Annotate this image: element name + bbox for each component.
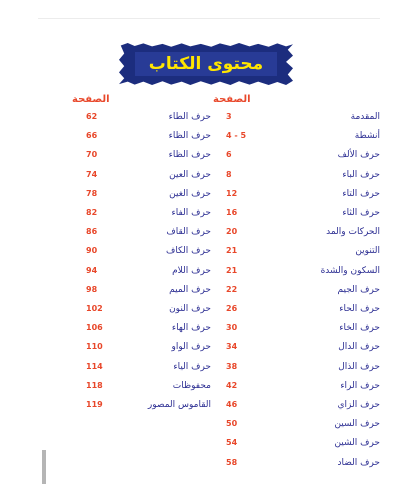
- toc-entry: [86, 127, 211, 145]
- toc-entry: [86, 242, 211, 260]
- toc-page-number: 110: [86, 342, 103, 352]
- toc-entry: [226, 454, 380, 472]
- toc-page-number: 21: [226, 246, 238, 256]
- toc-entry: [86, 166, 211, 184]
- toc-entry: [226, 396, 380, 414]
- toc-page-number: 26: [226, 304, 238, 313]
- page-column-header-right: الصفحة: [213, 94, 251, 105]
- toc-page-number: 94: [86, 265, 98, 275]
- toc-entry-title: محفوظات: [172, 380, 211, 391]
- toc-entry-title: حرف التاء: [342, 188, 380, 199]
- toc-page-number: 12: [226, 188, 238, 198]
- toc-entry: [226, 300, 380, 318]
- toc-entry-title: حرف الباء: [342, 169, 380, 180]
- toc-page-number: 22: [226, 284, 238, 294]
- toc-entry: [86, 146, 211, 164]
- toc-entry-title: حرف الميم: [169, 284, 211, 295]
- toc-entry: [226, 338, 380, 356]
- toc-entry: [86, 319, 211, 337]
- toc-entry-title: حرف الجيم: [337, 284, 380, 295]
- toc-entry: [226, 108, 380, 126]
- toc-entry: [86, 338, 211, 356]
- toc-entry: [86, 396, 211, 414]
- toc-page-number: 74: [86, 169, 98, 179]
- toc-entry-title: حرف الفاء: [171, 208, 211, 218]
- toc-entry-title: حرف الحاء: [339, 304, 380, 314]
- toc-entry-title: حرف الياء: [173, 361, 211, 372]
- toc-entry: [226, 281, 380, 299]
- toc-entry-title: حرف الكاف: [165, 246, 211, 257]
- toc-page-number: 118: [86, 380, 103, 390]
- toc-entry-title: التنوين: [355, 246, 380, 257]
- toc-entry: [86, 185, 211, 203]
- toc-entry-title: حرف الخاء: [339, 323, 380, 334]
- toc-entry: [86, 262, 211, 280]
- toc-page-number: 16: [226, 208, 238, 217]
- toc-page-number: 90: [86, 246, 98, 256]
- toc-entry-title: حرف الظاء: [168, 150, 211, 161]
- toc-entry: [226, 185, 380, 203]
- toc-entry-title: السكون والشدة: [320, 265, 380, 276]
- toc-entry-title: حرف الطاء: [168, 112, 211, 122]
- toc-page-number: 98: [86, 284, 98, 294]
- toc-entry: [86, 108, 211, 126]
- toc-entry: [86, 300, 211, 318]
- toc-entry: [226, 262, 380, 280]
- toc-entry-title: حرف الراء: [340, 380, 380, 391]
- toc-entry-title: حرف الغين: [169, 188, 211, 199]
- toc-entry-title: حرف العين: [169, 169, 211, 180]
- toc-entry: [86, 358, 211, 376]
- toc-page-number: 106: [86, 323, 103, 333]
- toc-entry-title: حرف الشين: [334, 438, 380, 449]
- toc-page-number: 30: [226, 323, 238, 333]
- toc-page-number: 6: [226, 150, 232, 160]
- toc-page-number: 21: [226, 265, 238, 275]
- toc-entry-title: أنشطة: [354, 131, 380, 142]
- page-edge-marker: [42, 450, 46, 484]
- toc-page-number: 66: [86, 131, 98, 141]
- toc-entry: [86, 377, 211, 395]
- top-divider: [38, 18, 380, 19]
- toc-entry-title: حرف الألف: [337, 150, 380, 161]
- toc-page-number: 42: [226, 380, 238, 390]
- toc-entry: [226, 434, 380, 452]
- page-title: محتوى الكتاب: [148, 54, 264, 74]
- toc-entry-title: حرف الظاء: [168, 131, 211, 142]
- toc-page-number: 20: [226, 227, 238, 237]
- toc-page-number: 70: [86, 150, 98, 160]
- toc-page-number: 114: [86, 361, 103, 371]
- toc-entry-title: حرف الدال: [338, 342, 380, 353]
- toc-entry-title: حرف الضاد: [337, 457, 380, 468]
- toc-page-number: 102: [86, 304, 103, 313]
- toc-entry: [86, 281, 211, 299]
- toc-page-number: 58: [226, 457, 238, 467]
- toc-entry: [226, 319, 380, 337]
- toc-entry: [226, 415, 380, 433]
- toc-entry-title: حرف الثاء: [342, 208, 380, 218]
- toc-page-number: 38: [226, 361, 238, 371]
- toc-page-number: 34: [226, 342, 238, 352]
- toc-page-number: 54: [226, 438, 238, 448]
- toc-entry-title: حرف الزاي: [337, 400, 380, 410]
- toc-page-number: 50: [226, 419, 238, 429]
- toc-page-number: 8: [226, 169, 232, 179]
- toc-entry-title: حرف الذال: [338, 361, 380, 372]
- toc-entry-title: حرف القاف: [166, 227, 211, 238]
- toc-entry: [86, 204, 211, 222]
- toc-page-number: 3: [226, 112, 232, 121]
- toc-entry: [226, 242, 380, 260]
- toc-page-number: 86: [86, 227, 98, 237]
- toc-entry-title: الحركات والمد: [326, 227, 380, 238]
- toc-page-number: 62: [86, 112, 98, 121]
- toc-page-number: 78: [86, 188, 98, 198]
- page-column-header-left: الصفحة: [72, 94, 110, 105]
- toc-entry-title: حرف الهاء: [171, 323, 211, 334]
- toc-entry: [226, 166, 380, 184]
- toc-page-number: 119: [86, 400, 103, 409]
- toc-entry: [226, 358, 380, 376]
- toc-entry: [86, 223, 211, 241]
- toc-entry: [226, 127, 380, 145]
- toc-entry-title: حرف النون: [169, 304, 211, 314]
- toc-entry-title: القاموس المصور: [147, 400, 211, 410]
- toc-entry: [226, 146, 380, 164]
- toc-page-number: 82: [86, 208, 98, 217]
- toc-entry-title: حرف الواو: [171, 342, 211, 353]
- toc-page-number: 46: [226, 400, 238, 409]
- toc-entry-title: حرف اللام: [172, 265, 211, 276]
- toc-page-number: 4 - 5: [226, 131, 247, 141]
- toc-entry: [226, 223, 380, 241]
- toc-entry-title: حرف السين: [334, 419, 380, 430]
- toc-entry: [226, 377, 380, 395]
- toc-entry-title: المقدمة: [350, 112, 380, 122]
- toc-entry: [226, 204, 380, 222]
